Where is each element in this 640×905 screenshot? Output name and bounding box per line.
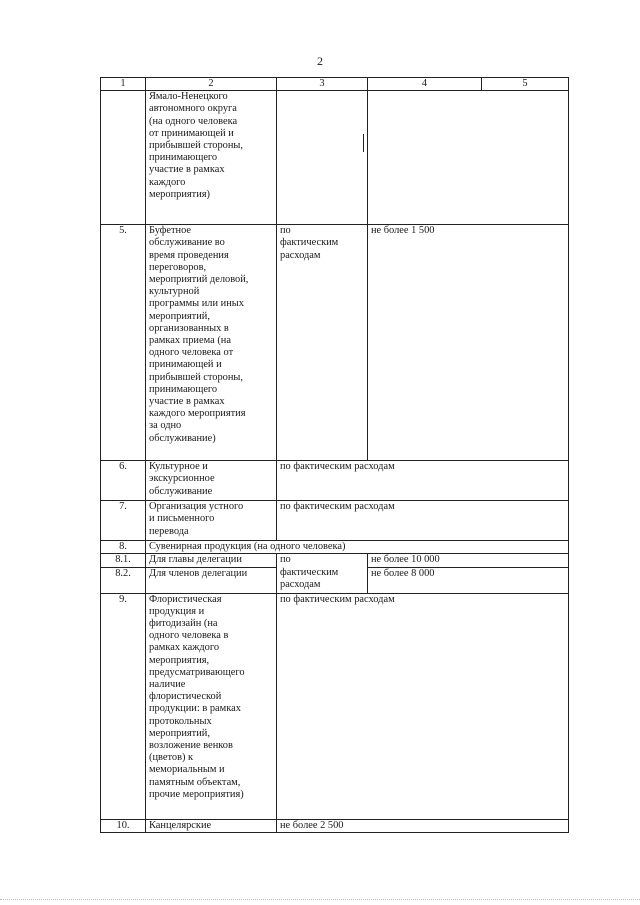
table-row (101, 541, 569, 554)
column-header: 5 (482, 78, 569, 91)
item-name: Ямало-Ненецкого автономного округа (на одного человека от принимающей и прибывшей стороны, принимающего участие в рамках каждого мероприятия) (146, 91, 277, 225)
scan-edge-artifact (0, 899, 640, 901)
table-row (101, 501, 569, 541)
column-header: 3 (277, 78, 368, 91)
table-row (101, 567, 569, 593)
row-number: 8. (101, 541, 146, 554)
norm-value: не более 1 500 (368, 225, 569, 461)
item-name: Культурное и экскурсионное обслуживание (146, 461, 277, 501)
payment-basis: фактическим расходам (277, 567, 368, 593)
norm-value: не более 2 500 (277, 819, 569, 832)
item-name: Сувенирная продукция (на одного человека) (146, 541, 569, 554)
payment-basis: по (277, 554, 368, 567)
row-number: 8.1. (101, 554, 146, 567)
expense-norms-table (100, 77, 569, 833)
norm-value: по фактическим расходам (277, 461, 569, 501)
norm-value: не более 10 000 (368, 554, 569, 567)
payment-basis: по фактическим расходам (277, 225, 368, 461)
item-name: Для главы делегации (146, 554, 277, 567)
page-number: 2 (317, 54, 323, 68)
item-name: Буфетное обслуживание во время проведения переговоров, мероприятий деловой, культурной программы или иных мероприятий, организованных в рамках приема (на одного человека от принимающей и прибывшей стороны, принимающего участие в рамках каждого мероприятия за одно обслуживание) (146, 225, 277, 461)
table-row (101, 593, 569, 819)
column-header: 1 (101, 78, 146, 91)
table-header-row (101, 78, 569, 91)
column-header: 2 (146, 78, 277, 91)
item-name: Организация устного и письменного перевода (146, 501, 277, 541)
row-number: 8.2. (101, 567, 146, 593)
norm-value: по фактическим расходам (277, 501, 569, 541)
table-row (101, 554, 569, 567)
row-number: 6. (101, 461, 146, 501)
table-row (101, 461, 569, 501)
norm-value: по фактическим расходам (277, 593, 569, 819)
table-row (101, 91, 569, 225)
item-name: Канцелярские (146, 819, 277, 832)
table-row (101, 819, 569, 832)
item-name: Флористическая продукция и фитодизайн (на одного человека в рамках каждого мероприятия, предусматривающего наличие флористической продукции: в рамках протокольных мероприятий, возложение венков (цветов) к мемориальным и памятным объектам, прочие мероприятия) (146, 593, 277, 819)
norm-value (368, 91, 569, 225)
row-number: 7. (101, 501, 146, 541)
payment-basis (277, 91, 368, 225)
row-number (101, 91, 146, 225)
norm-value: не более 8 000 (368, 567, 569, 593)
row-number: 10. (101, 819, 146, 832)
scan-mark (363, 134, 364, 152)
row-number: 9. (101, 593, 146, 819)
column-header: 4 (368, 78, 482, 91)
table-row (101, 225, 569, 461)
row-number: 5. (101, 225, 146, 461)
item-name: Для членов делегации (146, 567, 277, 593)
